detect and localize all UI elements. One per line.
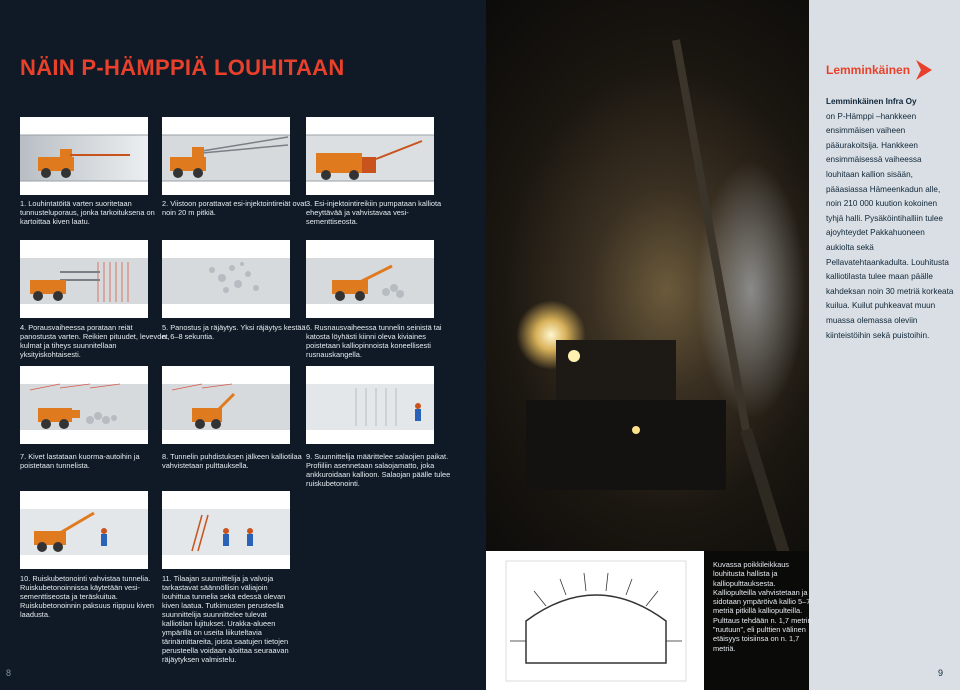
page-number-left: 8: [6, 668, 12, 678]
step-10-caption: 10. Ruiskubetonointi vahvistaa tunnelia. Ruiskubetonoinnissa käytetään vesi-sementtiseosta ja teräskuitua. Ruiskubetonoinnin paksuus riippuu kiven laadusta.: [20, 574, 154, 619]
step-5-caption: 5. Panostus ja räjäytys. Yksi räjäytys kestää n. 6–8 sekuntia.: [162, 323, 306, 341]
page-number-right: 9: [938, 668, 944, 678]
step-8-caption: 8. Tunnelin puhdistuksen jälkeen kalliotilaa vahvistetaan pulttauksella.: [162, 452, 302, 470]
step-3-illustration: [306, 117, 434, 195]
step-2-illustration: [162, 117, 290, 195]
company-name: Lemminkäinen Infra Oy: [826, 97, 917, 106]
step-3-caption: 3. Esi-injektointireikiin pumpataan kalliota eheyttävää ja vahvistavaa vesi-sementtiseosta.: [306, 199, 442, 226]
step-4-illustration: [20, 240, 148, 318]
step-7-caption: 7. Kivet lastataan kuorma-autoihin ja poistetaan tunnelista.: [20, 452, 140, 470]
step-11-caption: 11. Tilaajan suunnittelija ja valvoja tarkastavat säännöllisin väliajoin louhittua tunnelia sekä edessä olevan kiven laatua. Tutkimusten perusteella suunnittelija suunnittelee tulevat kalliotilan lujitukset. Urakka-alueen ympärillä on useita liikuteltavia tärinämittareita, joista saatujen tietojen perusteella voidaan aloittaa seuraavan räjäytyksen valmistelu.: [162, 574, 289, 664]
step-9-caption: 9. Suunnittelija määrittelee salaojien paikat. Profiiliin asennetaan salaojamatto, joka ankkuroidaan kallioon. Salaojan päälle tulee ruiskubetonointi.: [306, 452, 451, 488]
step-2-caption: 2. Viistoon porattavat esi-injektointireiät ovat noin 20 m pitkiä.: [162, 199, 307, 217]
step-5-illustration: [162, 240, 290, 318]
step-8-illustration: [162, 366, 290, 444]
company-description: on P-Hämppi –hankkeen ensimmäisen vaiheen pääurakoitsija. Hankkeen ensimmäisessä vaiheessa louhitaan kallion sisään, pääasiassa Hämeenkadun alle, noin 210 000 kuution kokoinen tyhjä halli. Pysäköintihalliin tulee ajoyhteydet Pakkahuoneen aukiolta sekä Pellavatehtaankadulta. Louhitusta kalliotilasta tulee maan päälle kahdeksan noin 30 metriä korkeata kuilua. Kuilut puhkeavat muun muassa olemassa oleviin kiinteistöihin sekä puistoihin.: [826, 111, 954, 340]
page-title: NÄIN P-HÄMPPIÄ LOUHITAAN: [20, 55, 345, 80]
cross-section-caption: Kuvassa poikkileikkaus louhitusta hallista ja kalliopulttauksesta. Kalliopulteilla vahvistetaan ja sidotaan ympäröivä kallio 5–7 metriä pitkillä kalliopulteilla. Pulttaus tehdään n. 1,7 metrin ”ruutuun”, eli pulttien välinen etäisyys toisiinsa on n. 1,7 metriä.: [713, 560, 812, 653]
step-6-caption: 6. Rusnausvaiheessa tunnelin seinistä tai katosta löyhästi kiinni oleva kiviaines poistetaan kalliopinnoista koneellisesti rusnauskangella.: [306, 323, 442, 359]
step-10-illustration: [20, 491, 148, 569]
step-9-illustration: [306, 366, 434, 444]
step-11-illustration: [162, 491, 290, 569]
step-7-illustration: [20, 366, 148, 444]
logo-text: Lemminkäinen: [826, 63, 911, 77]
step-6-illustration: [306, 240, 434, 318]
sidebar-text: [826, 95, 954, 343]
step-1-caption: 1. Louhintatöitä varten suoritetaan tunnusteluporaus, jonka tarkoituksena on kartoittaa kiven laatu.: [20, 199, 155, 226]
step-4-caption: 4. Porausvaiheessa porataan reiät panostusta varten. Reikien pituudet, levevdet, kulmat ja tiheys suunnitellaan yksityiskohtaisesti.: [20, 323, 170, 359]
step-1-illustration: [20, 117, 148, 195]
cross-section-diagram: [486, 551, 704, 690]
